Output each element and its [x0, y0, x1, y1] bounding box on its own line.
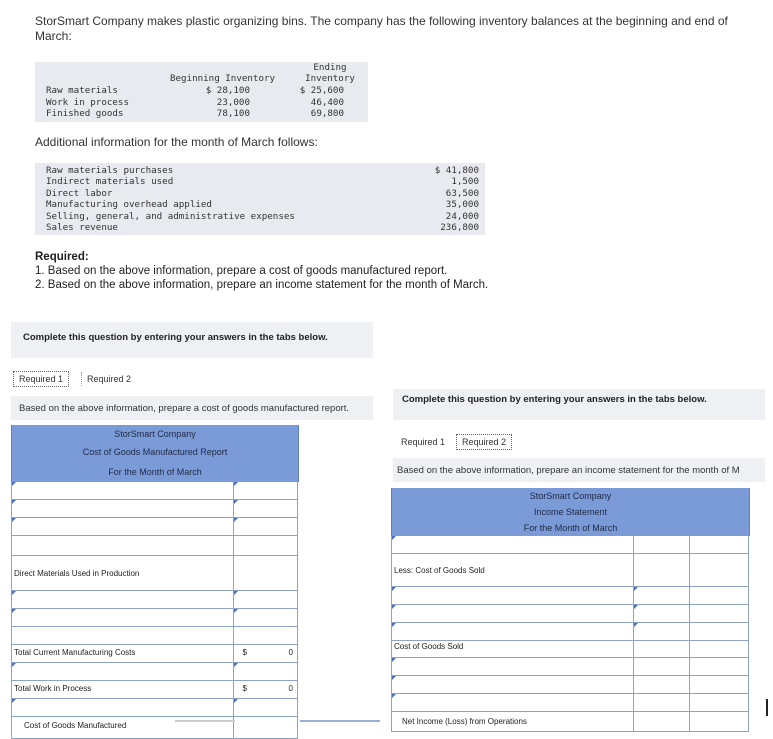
right-period-header: [391, 520, 750, 536]
required-item-2: 2. Based on the above information, prepare an income statement for the month of March.: [35, 279, 489, 291]
right-title-header: [391, 504, 750, 520]
left-r8-label: [12, 627, 234, 644]
table-row: [11, 518, 298, 536]
add-value-4: 24,000: [445, 211, 479, 222]
left-tab-required-1[interactable]: Required 1: [13, 371, 69, 387]
right-r1-label[interactable]: [392, 536, 634, 553]
inv-end-raw: $ 25,600: [299, 85, 344, 96]
inv-label-raw: Raw materials: [46, 85, 118, 96]
required-heading: Required:: [35, 251, 89, 263]
table-row: [11, 482, 298, 500]
add-label-1: Indirect materials used: [46, 176, 174, 187]
right-less-label: Less: Cost of Goods Sold: [394, 566, 485, 575]
left-r3-label[interactable]: [12, 518, 234, 535]
table-row: [391, 605, 749, 623]
right-net-mid: [634, 712, 691, 731]
right-net-label-cell: [392, 712, 634, 731]
right-company: StorSmart Company: [529, 491, 612, 501]
ending-header-1: Ending: [313, 62, 347, 73]
right-r8-label[interactable]: [392, 676, 634, 693]
right-tab-required-2[interactable]: Required 2: [456, 434, 512, 450]
right-r1-amount[interactable]: [690, 536, 748, 553]
right-r4-amount: [690, 605, 748, 622]
table-row: [11, 609, 298, 627]
left-report-body: [11, 482, 298, 739]
add-label-3: Manufacturing overhead applied: [46, 199, 212, 210]
left-r12-label[interactable]: [12, 699, 234, 716]
right-cogs-amount[interactable]: [690, 641, 748, 657]
left-title-header: [11, 443, 299, 462]
left-cogm-amount[interactable]: [234, 717, 297, 738]
left-tmc-value: 0: [288, 648, 293, 657]
left-company-header: [11, 425, 299, 443]
left-r10-label[interactable]: [12, 663, 234, 680]
ending-header-2: Inventory: [305, 73, 355, 84]
inv-end-wip: 46,400: [310, 97, 344, 108]
table-row: [11, 591, 298, 609]
table-row: [11, 556, 298, 591]
right-prompt: Based on the above information, prepare an income statement for the month of M: [397, 465, 740, 476]
table-row: [391, 554, 749, 587]
left-twip-label-cell: [12, 681, 234, 698]
left-tmc-label: Total Current Manufacturing Costs: [14, 648, 136, 657]
left-r3-amount[interactable]: [234, 518, 297, 535]
left-company: StorSmart Company: [114, 429, 196, 439]
left-dm-amount: [234, 556, 297, 590]
inv-label-fg: Finished goods: [46, 108, 124, 119]
required-item-1: 1. Based on the above information, prepare a cost of goods manufactured report.: [35, 265, 448, 277]
left-prompt: Based on the above information, prepare a cost of goods manufactured report.: [19, 403, 350, 414]
left-r7-label[interactable]: [12, 609, 234, 626]
left-dm-label-cell: [12, 556, 234, 590]
table-row: [11, 699, 298, 717]
right-cogs-label: Cost of Goods Sold: [394, 642, 464, 651]
inv-begin-raw: $ 28,100: [205, 85, 250, 96]
add-label-5: Sales revenue: [46, 222, 118, 233]
table-row: [11, 627, 298, 645]
left-r2-amount[interactable]: [234, 500, 297, 517]
right-r3-amount: [690, 587, 748, 604]
table-row: [11, 500, 298, 518]
inv-label-wip: Work in process: [46, 97, 129, 108]
table-row: [11, 663, 298, 681]
left-cogm-label: Cost of Goods Manufactured: [24, 721, 127, 730]
right-r8-mid: [634, 676, 691, 693]
right-report-title: Income Statement: [533, 507, 608, 517]
add-label-4: Selling, general, and administrative expenses: [46, 211, 295, 222]
add-value-1: 1,500: [451, 176, 479, 187]
left-r4-label: [12, 536, 234, 555]
right-r9-label[interactable]: [392, 694, 634, 711]
right-r9-mid: [634, 694, 691, 711]
left-r6-amount[interactable]: [234, 591, 297, 608]
table-row: [11, 536, 298, 556]
right-r4-label[interactable]: [392, 605, 634, 622]
add-value-5: 236,800: [440, 222, 479, 233]
table-row: [391, 587, 749, 605]
left-twip-amount: [234, 681, 297, 698]
table-row: [391, 623, 749, 641]
left-tmc-amount: [234, 645, 297, 662]
additional-intro: Additional information for the month of March follows:: [35, 135, 318, 149]
left-r1-label[interactable]: [12, 482, 234, 499]
left-twip-label: Total Work in Process: [14, 684, 92, 693]
add-value-3: 35,000: [445, 199, 479, 210]
table-row: [11, 681, 298, 699]
table-row: [391, 712, 749, 732]
right-cogs-mid: [634, 641, 691, 657]
right-r9-amount[interactable]: [690, 694, 748, 711]
left-dm-label: Direct Materials Used in Production: [14, 569, 140, 578]
right-r3-label[interactable]: [392, 587, 634, 604]
right-r4-mid[interactable]: [634, 605, 691, 622]
inv-end-fg: 69,800: [310, 108, 344, 119]
left-r10-amount[interactable]: [234, 663, 297, 680]
intro-text: StorSmart Company makes plastic organizing bins. The company has the following inventory balances at the beginning and end of March:: [35, 14, 728, 43]
left-tmc-label-cell: [12, 645, 234, 662]
left-r8-amount: [234, 627, 297, 644]
right-r5-label[interactable]: [392, 623, 634, 640]
left-bottom-divider-2: [300, 720, 380, 722]
left-report-title: Cost of Goods Manufactured Report: [82, 447, 228, 457]
right-r7-amount[interactable]: [690, 658, 748, 675]
add-value-0: $ 41,800: [434, 165, 479, 176]
right-period: For the Month of March: [523, 523, 618, 533]
left-r7-amount[interactable]: [234, 609, 297, 626]
left-period-header: [11, 462, 299, 482]
inv-begin-fg: 78,100: [216, 108, 250, 119]
right-instruction: Complete this question by entering your answers in the tabs below.: [402, 394, 707, 405]
add-value-2: 63,500: [445, 188, 479, 199]
right-cogs-label-cell: [392, 641, 634, 657]
table-row: [391, 676, 749, 694]
table-row: [11, 645, 298, 663]
text-cursor: [766, 699, 768, 716]
left-tab-required-2[interactable]: Required 2: [81, 372, 136, 386]
right-r8-amount[interactable]: [690, 676, 748, 693]
left-r6-label[interactable]: [12, 591, 234, 608]
table-row: [391, 536, 749, 554]
table-row: [11, 717, 298, 739]
left-r4-amount: [234, 536, 297, 555]
left-r2-label[interactable]: [12, 500, 234, 517]
right-tab-required-1[interactable]: Required 1: [401, 437, 446, 447]
left-r12-amount[interactable]: [234, 699, 297, 716]
add-label-2: Direct labor: [46, 188, 113, 199]
left-twip-value: 0: [288, 684, 293, 693]
beginning-header: Beginning Inventory: [169, 73, 276, 84]
right-less-label-cell: [392, 554, 634, 586]
right-company-header: [391, 488, 750, 504]
table-row: [391, 641, 749, 658]
right-r5-mid[interactable]: [634, 623, 691, 640]
left-twip-dollar: $: [242, 684, 247, 693]
left-bottom-divider: [175, 720, 235, 722]
right-net-amount[interactable]: [690, 712, 748, 731]
right-r7-mid: [634, 658, 691, 675]
right-r1-mid: [634, 536, 691, 553]
right-r3-mid[interactable]: [634, 587, 691, 604]
left-period: For the Month of March: [108, 467, 202, 477]
left-tmc-dollar: $: [242, 648, 247, 657]
right-less-mid: [634, 554, 691, 586]
add-label-0: Raw materials purchases: [46, 165, 174, 176]
right-less-amount: [690, 554, 748, 586]
right-r5-amount: [690, 623, 748, 640]
table-row: [391, 658, 749, 676]
left-instruction: Complete this question by entering your answers in the tabs below.: [23, 332, 328, 343]
right-net-label: Net Income (Loss) from Operations: [402, 717, 527, 726]
left-r1-amount[interactable]: [234, 482, 297, 499]
table-row: [391, 694, 749, 712]
inv-begin-wip: 23,000: [216, 97, 250, 108]
right-r7-label[interactable]: [392, 658, 634, 675]
right-report-body: [391, 536, 749, 732]
